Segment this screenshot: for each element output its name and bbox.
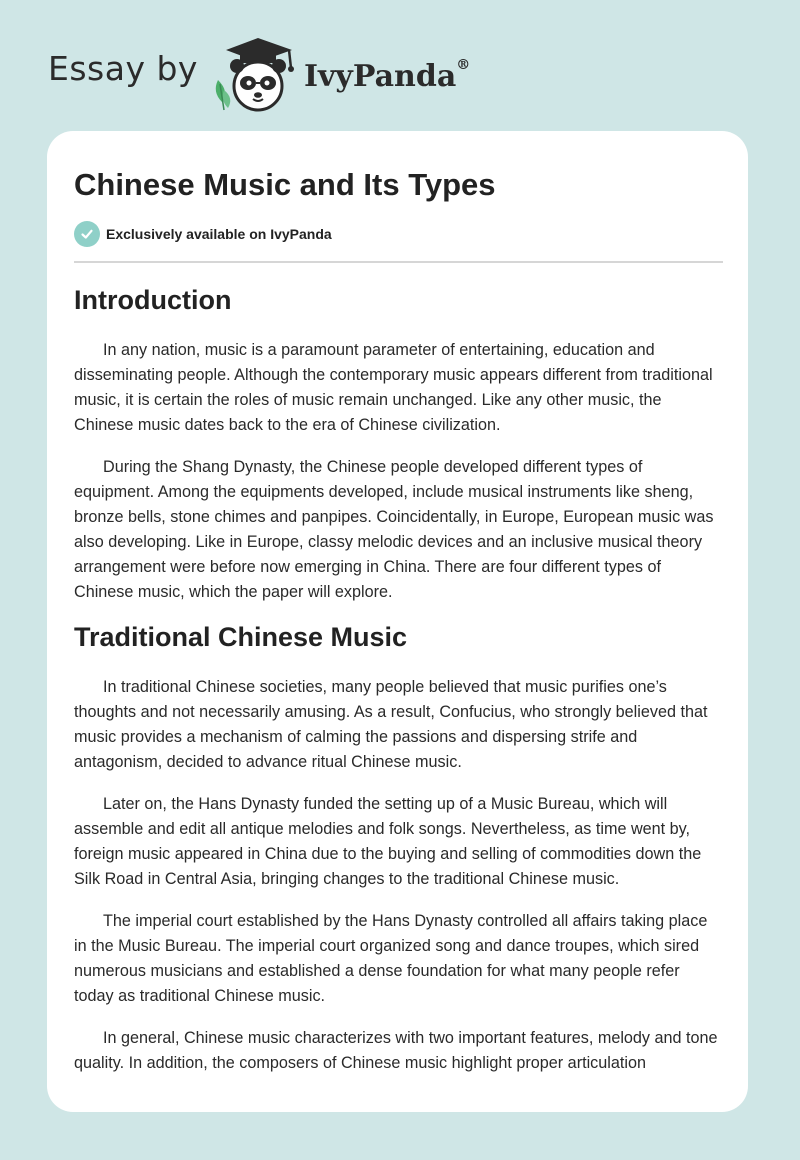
section-heading: Traditional Chinese Music bbox=[74, 622, 408, 652]
exclusive-label: Exclusively available on IvyPanda bbox=[106, 226, 332, 242]
article-card bbox=[47, 131, 748, 1112]
article-title: Chinese Music and Its Types bbox=[74, 167, 496, 202]
title-divider bbox=[74, 261, 723, 263]
registered-mark: ® bbox=[456, 56, 471, 73]
paragraph: In traditional Chinese societies, many people believed that music purifies one’s thoughts and not necessarily amusing. As a result, Confucius, who strongly believed that music provides a mechanism of calming the passions and dispersing strife and antagonism, decided to advance ritual Chinese music. bbox=[74, 678, 708, 771]
paragraph: Later on, the Hans Dynasty funded the setting up of a Music Bureau, which will assemble and edit all antique melodies and folk songs. Nevertheless, as time went by, foreign music appeared in China due to the buying and selling of commodities down the Silk Road in Central Asia, bringing changes to the traditional Chinese music. bbox=[74, 795, 702, 888]
essay-by-label: Essay by bbox=[48, 48, 198, 88]
brand-text: IvyPanda bbox=[303, 58, 457, 94]
checkmark-icon bbox=[74, 221, 100, 247]
paragraph: In any nation, music is a paramount parameter of entertaining, education and disseminating people. Although the contemporary music appears different from traditional music, it is certain the roles of music remain unchanged. Like any other music, the Chinese music dates back to the era of Chinese civilization. bbox=[74, 341, 713, 434]
paragraph: During the Shang Dynasty, the Chinese people developed different types of equipment. Among the equipments developed, include musical instruments like sheng, bronze bells, stone chimes and panpipes. Coincidentally, in Europe, European music was also developing. Like in Europe, classy melodic devices and an inclusive musical theory arrangement were before now emerging in China. There are four different types of Chinese music, which the paper will explore. bbox=[74, 458, 714, 601]
article-body bbox=[74, 281, 723, 1076]
brand-name[interactable] bbox=[303, 56, 471, 94]
section-heading: Introduction bbox=[74, 285, 232, 315]
paragraph: In general, Chinese music characterizes with two important features, melody and tone quality. In addition, the composers of Chinese music highlight proper articulation bbox=[74, 1029, 718, 1072]
exclusive-badge bbox=[74, 221, 332, 247]
paragraph: The imperial court established by the Hans Dynasty controlled all affairs taking place in the Music Bureau. The imperial court organized song and dance troupes, which sired numerous musicians and established a dense foundation for what many people refer today as traditional Chinese music. bbox=[74, 912, 708, 1005]
site-header bbox=[48, 34, 470, 114]
panda-logo-icon[interactable] bbox=[210, 36, 300, 112]
